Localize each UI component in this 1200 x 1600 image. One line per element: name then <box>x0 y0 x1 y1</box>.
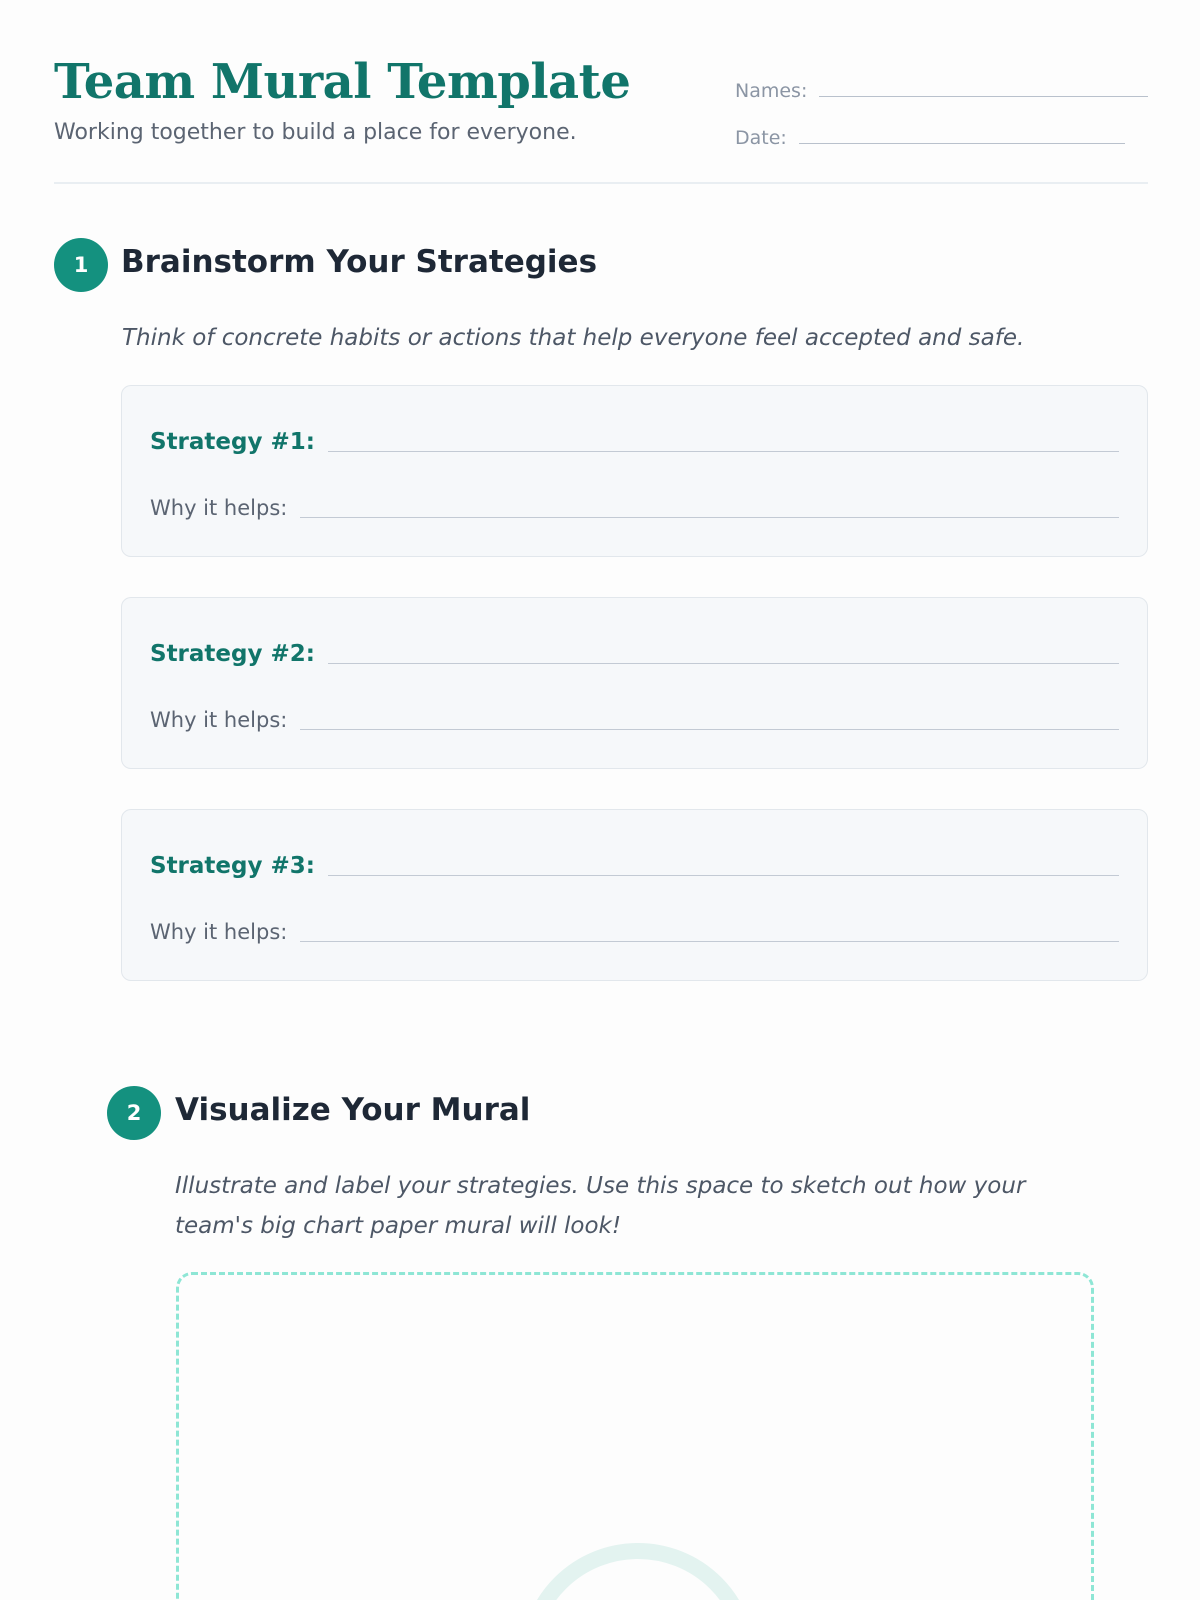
why-label: Why it helps: <box>150 708 288 732</box>
why-label: Why it helps: <box>150 920 288 944</box>
strategy-label: Strategy #3: <box>150 853 315 879</box>
section-2-title: Visualize Your Mural <box>175 1092 531 1128</box>
names-field[interactable] <box>735 76 1148 106</box>
why-label: Why it helps: <box>150 496 288 520</box>
why-write-line[interactable] <box>300 941 1119 942</box>
why-field[interactable] <box>150 704 1119 736</box>
date-write-line[interactable] <box>799 143 1125 144</box>
strategy-write-line[interactable] <box>328 875 1119 876</box>
strategy-label: Strategy #2: <box>150 641 315 667</box>
circle-emblem-icon <box>514 1537 762 1600</box>
strategy-field[interactable] <box>150 638 1119 670</box>
strategy-card-3 <box>121 809 1148 981</box>
strategy-field[interactable] <box>150 426 1119 458</box>
strategy-label: Strategy #1: <box>150 429 315 455</box>
names-label: Names: <box>735 80 808 102</box>
mural-sketch-area[interactable] <box>176 1272 1094 1600</box>
strategy-card-1 <box>121 385 1148 557</box>
why-write-line[interactable] <box>300 517 1119 518</box>
why-field[interactable] <box>150 916 1119 948</box>
section-1-description: Think of concrete habits or actions that help everyone feel accepted and safe. <box>122 325 1025 351</box>
strategy-write-line[interactable] <box>328 451 1119 452</box>
strategy-write-line[interactable] <box>328 663 1119 664</box>
worksheet-header <box>54 54 1148 184</box>
date-label: Date: <box>735 127 787 149</box>
section-1-title: Brainstorm Your Strategies <box>121 244 598 280</box>
section-2-description: Illustrate and label your strategies. Use this space to sketch out how your team's big chart paper mural will look! <box>175 1173 1026 1239</box>
page-subtitle: Working together to build a place for everyone. <box>54 120 577 145</box>
why-field[interactable] <box>150 492 1119 524</box>
strategy-card-2 <box>121 597 1148 769</box>
strategy-field[interactable] <box>150 850 1119 882</box>
why-write-line[interactable] <box>300 729 1119 730</box>
names-write-line[interactable] <box>819 96 1148 97</box>
step-2-badge: 2 <box>107 1086 161 1140</box>
date-field[interactable] <box>735 123 1125 153</box>
page-title: Team Mural Template <box>54 54 631 110</box>
step-1-badge: 1 <box>54 238 108 292</box>
